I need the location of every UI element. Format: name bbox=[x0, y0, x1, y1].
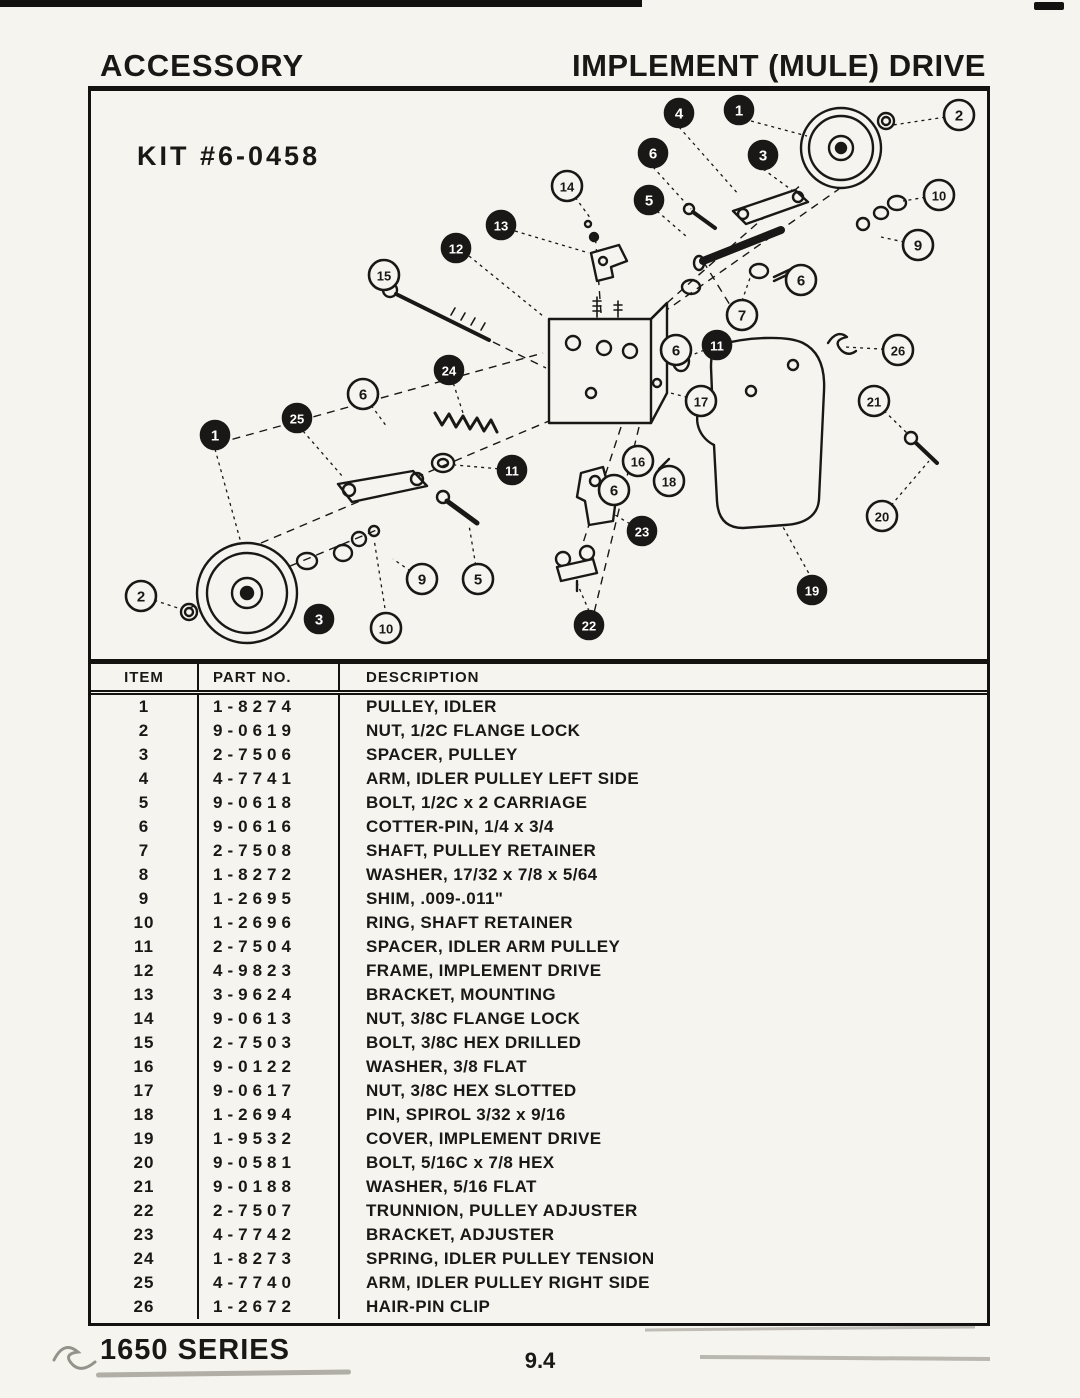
part-description: SPACER, IDLER ARM PULLEY bbox=[366, 937, 621, 956]
item-number: 15 bbox=[91, 1031, 198, 1055]
svg-text:22: 22 bbox=[581, 618, 597, 634]
part-description: SHAFT, PULLEY RETAINER bbox=[366, 841, 597, 860]
item-number: 9 bbox=[91, 887, 198, 911]
part-description: HAIR-PIN CLIP bbox=[366, 1297, 491, 1316]
callout-12 bbox=[442, 234, 470, 262]
scan-artifact-top bbox=[0, 0, 642, 7]
callout-18 bbox=[654, 466, 684, 496]
part-number: 2-7508 bbox=[198, 839, 339, 863]
item-number: 17 bbox=[91, 1079, 198, 1103]
item-number: 4 bbox=[91, 767, 198, 791]
part-description: BRACKET, MOUNTING bbox=[366, 985, 557, 1004]
callout-6 bbox=[786, 265, 816, 295]
svg-text:2: 2 bbox=[954, 107, 964, 125]
svg-text:10: 10 bbox=[378, 621, 394, 637]
svg-text:6: 6 bbox=[796, 272, 806, 290]
svg-text:10: 10 bbox=[931, 188, 947, 204]
table-row bbox=[91, 1175, 987, 1199]
hair-pin-clip bbox=[828, 334, 856, 354]
callout-4 bbox=[665, 99, 693, 127]
washer-shim-stack-right bbox=[857, 196, 906, 230]
item-number: 16 bbox=[91, 1055, 198, 1079]
trunnion-pulley-adjuster bbox=[556, 546, 597, 591]
table-row bbox=[91, 911, 987, 935]
part-description: NUT, 3/8C FLANGE LOCK bbox=[366, 1009, 581, 1028]
item-number: 3 bbox=[91, 743, 198, 767]
svg-text:4: 4 bbox=[674, 105, 684, 123]
callout-22 bbox=[575, 611, 603, 639]
part-number: 1-2694 bbox=[198, 1103, 339, 1127]
pulley-idler-bottom bbox=[197, 543, 297, 643]
kit-number: KIT #6-0458 bbox=[137, 141, 321, 171]
callout-1 bbox=[725, 96, 753, 124]
callout-2 bbox=[126, 581, 156, 611]
part-number: 4-7741 bbox=[198, 767, 339, 791]
part-number: 1-2695 bbox=[198, 887, 339, 911]
svg-text:5: 5 bbox=[473, 571, 483, 589]
svg-text:20: 20 bbox=[874, 509, 890, 525]
svg-text:19: 19 bbox=[804, 583, 820, 599]
svg-text:14: 14 bbox=[559, 179, 575, 195]
svg-text:16: 16 bbox=[630, 454, 646, 470]
callout-2 bbox=[944, 100, 974, 130]
scan-artifact-corner bbox=[1034, 2, 1064, 10]
svg-text:15: 15 bbox=[376, 268, 392, 284]
part-number: 4-7740 bbox=[198, 1271, 339, 1295]
svg-text:13: 13 bbox=[493, 218, 509, 234]
exploded-diagram bbox=[91, 91, 987, 657]
part-number: 2-7504 bbox=[198, 935, 339, 959]
bracket-mounting bbox=[585, 221, 627, 281]
part-description: BOLT, 1/2C x 2 CARRIAGE bbox=[366, 793, 588, 812]
table-row bbox=[91, 1127, 987, 1151]
section-title: ACCESSORY bbox=[100, 48, 305, 83]
svg-text:23: 23 bbox=[634, 524, 650, 540]
flange-nut-bottom bbox=[181, 604, 197, 620]
svg-text:6: 6 bbox=[671, 342, 681, 360]
item-number: 14 bbox=[91, 1007, 198, 1031]
parts-table bbox=[91, 659, 987, 1319]
callout-16 bbox=[623, 446, 653, 476]
table-row bbox=[91, 1079, 987, 1103]
svg-text:5: 5 bbox=[644, 192, 654, 210]
pulley-idler-top bbox=[801, 108, 881, 188]
item-number: 13 bbox=[91, 983, 198, 1007]
part-number: 1-2672 bbox=[198, 1295, 339, 1319]
part-number: 9-0581 bbox=[198, 1151, 339, 1175]
arm-idler-left bbox=[733, 190, 808, 224]
table-row bbox=[91, 1295, 987, 1319]
table-row bbox=[91, 1271, 987, 1295]
part-number: 9-0617 bbox=[198, 1079, 339, 1103]
callout-9 bbox=[903, 230, 933, 260]
item-number: 25 bbox=[91, 1271, 198, 1295]
item-number: 2 bbox=[91, 719, 198, 743]
part-number: 4-7742 bbox=[198, 1223, 339, 1247]
callout-1 bbox=[201, 421, 229, 449]
part-description: WASHER, 5/16 FLAT bbox=[366, 1177, 537, 1196]
hex-bolt-drilled bbox=[383, 283, 489, 340]
spacer-idler-arm bbox=[432, 454, 454, 472]
table-row bbox=[91, 719, 987, 743]
spacer-washer-stack-bottom bbox=[297, 526, 379, 569]
item-number: 19 bbox=[91, 1127, 198, 1151]
callout-20 bbox=[867, 501, 897, 531]
table-row bbox=[91, 935, 987, 959]
callout-13 bbox=[487, 211, 515, 239]
callout-9 bbox=[407, 564, 437, 594]
callout-21 bbox=[859, 386, 889, 416]
part-description: COTTER-PIN, 1/4 x 3/4 bbox=[366, 817, 554, 836]
callout-26 bbox=[883, 335, 913, 365]
item-number: 12 bbox=[91, 959, 198, 983]
svg-text:3: 3 bbox=[314, 611, 324, 629]
part-description: COVER, IMPLEMENT DRIVE bbox=[366, 1129, 602, 1148]
flange-nut-top bbox=[878, 113, 894, 129]
table-row bbox=[91, 1103, 987, 1127]
svg-text:2: 2 bbox=[136, 588, 146, 606]
callout-10 bbox=[371, 613, 401, 643]
part-description: PULLEY, IDLER bbox=[366, 697, 497, 716]
part-number: 2-7503 bbox=[198, 1031, 339, 1055]
callout-11 bbox=[498, 456, 526, 484]
part-description: SPACER, PULLEY bbox=[366, 745, 518, 764]
callout-6 bbox=[599, 475, 629, 505]
part-description: WASHER, 3/8 FLAT bbox=[366, 1057, 527, 1076]
hex-bolt-cover bbox=[905, 432, 937, 463]
table-row bbox=[91, 959, 987, 983]
callout-10 bbox=[924, 180, 954, 210]
callout-3 bbox=[749, 141, 777, 169]
part-number: 1-2696 bbox=[198, 911, 339, 935]
table-row bbox=[91, 1151, 987, 1175]
table-row bbox=[91, 1247, 987, 1271]
table-row bbox=[91, 767, 987, 791]
callout-7 bbox=[727, 300, 757, 330]
part-description: BOLT, 5/16C x 7/8 HEX bbox=[366, 1153, 555, 1172]
table-header-row bbox=[91, 662, 987, 693]
page-header bbox=[100, 48, 986, 84]
part-number: 1-9532 bbox=[198, 1127, 339, 1151]
page-number: 9.4 bbox=[524, 1348, 556, 1373]
cover-implement-drive bbox=[697, 338, 824, 528]
column-header-item: ITEM bbox=[91, 662, 198, 693]
part-number: 9-0188 bbox=[198, 1175, 339, 1199]
table-row bbox=[91, 815, 987, 839]
item-number: 24 bbox=[91, 1247, 198, 1271]
svg-text:1: 1 bbox=[210, 427, 220, 445]
item-number: 23 bbox=[91, 1223, 198, 1247]
callout-6 bbox=[348, 379, 378, 409]
svg-text:17: 17 bbox=[693, 394, 709, 410]
carriage-bolt-lower bbox=[437, 491, 477, 523]
pen-mark bbox=[48, 1330, 98, 1370]
callout-14 bbox=[552, 171, 582, 201]
part-description: BOLT, 3/8C HEX DRILLED bbox=[366, 1033, 582, 1052]
part-number: 1-8273 bbox=[198, 1247, 339, 1271]
carriage-bolt-top bbox=[684, 204, 715, 228]
svg-text:25: 25 bbox=[289, 411, 305, 427]
svg-text:6: 6 bbox=[358, 386, 368, 404]
part-number: 9-0616 bbox=[198, 815, 339, 839]
part-description: ARM, IDLER PULLEY RIGHT SIDE bbox=[366, 1273, 650, 1292]
content-frame bbox=[88, 91, 990, 1326]
svg-text:21: 21 bbox=[866, 394, 882, 410]
part-description: SHIM, .009-.011" bbox=[366, 889, 504, 908]
shaft-pulley-retainer bbox=[682, 230, 781, 294]
callout-19 bbox=[798, 576, 826, 604]
table-row bbox=[91, 1031, 987, 1055]
series-label: 1650 SERIES bbox=[100, 1334, 290, 1366]
table-row bbox=[91, 887, 987, 911]
part-number: 4-9823 bbox=[198, 959, 339, 983]
table-row bbox=[91, 791, 987, 815]
spring-idler-tension bbox=[435, 413, 497, 432]
table-row bbox=[91, 863, 987, 887]
column-header-description: DESCRIPTION bbox=[339, 662, 987, 693]
item-number: 22 bbox=[91, 1199, 198, 1223]
part-description: WASHER, 17/32 x 7/8 x 5/64 bbox=[366, 865, 598, 884]
callout-6 bbox=[661, 335, 691, 365]
table-row bbox=[91, 693, 987, 720]
part-number: 9-0619 bbox=[198, 719, 339, 743]
svg-text:12: 12 bbox=[448, 241, 464, 257]
table-row bbox=[91, 839, 987, 863]
item-number: 26 bbox=[91, 1295, 198, 1319]
svg-text:11: 11 bbox=[710, 338, 724, 354]
part-number: 2-7506 bbox=[198, 743, 339, 767]
callout-11 bbox=[703, 331, 731, 359]
arm-idler-right bbox=[338, 471, 427, 502]
callout-25 bbox=[283, 404, 311, 432]
table-row bbox=[91, 1007, 987, 1031]
callout-5 bbox=[463, 564, 493, 594]
callout-24 bbox=[435, 356, 463, 384]
svg-text:3: 3 bbox=[758, 147, 768, 165]
svg-text:9: 9 bbox=[913, 237, 923, 255]
part-description: FRAME, IMPLEMENT DRIVE bbox=[366, 961, 602, 980]
parts-table-body bbox=[91, 693, 987, 1320]
svg-text:26: 26 bbox=[890, 343, 906, 359]
item-number: 18 bbox=[91, 1103, 198, 1127]
part-description: NUT, 1/2C FLANGE LOCK bbox=[366, 721, 581, 740]
svg-text:11: 11 bbox=[505, 463, 519, 479]
item-number: 10 bbox=[91, 911, 198, 935]
part-description: BRACKET, ADJUSTER bbox=[366, 1225, 555, 1244]
page-title: IMPLEMENT (MULE) DRIVE bbox=[572, 48, 986, 83]
svg-text:6: 6 bbox=[648, 145, 658, 163]
callout-15 bbox=[369, 260, 399, 290]
table-row bbox=[91, 1199, 987, 1223]
svg-text:24: 24 bbox=[441, 363, 457, 379]
part-description: NUT, 3/8C HEX SLOTTED bbox=[366, 1081, 577, 1100]
part-description: PIN, SPIROL 3/32 x 9/16 bbox=[366, 1105, 566, 1124]
item-number: 21 bbox=[91, 1175, 198, 1199]
part-description: RING, SHAFT RETAINER bbox=[366, 913, 573, 932]
item-number: 6 bbox=[91, 815, 198, 839]
part-description: SPRING, IDLER PULLEY TENSION bbox=[366, 1249, 655, 1268]
part-description: TRUNNION, PULLEY ADJUSTER bbox=[366, 1201, 638, 1220]
item-number: 8 bbox=[91, 863, 198, 887]
item-number: 20 bbox=[91, 1151, 198, 1175]
table-row bbox=[91, 1055, 987, 1079]
table-row bbox=[91, 1223, 987, 1247]
part-number: 1-8272 bbox=[198, 863, 339, 887]
part-number: 9-0618 bbox=[198, 791, 339, 815]
callout-6 bbox=[639, 139, 667, 167]
svg-text:18: 18 bbox=[661, 474, 677, 490]
part-number: 1-8274 bbox=[198, 693, 339, 720]
callout-3 bbox=[305, 605, 333, 633]
svg-text:7: 7 bbox=[737, 307, 747, 325]
callout-5 bbox=[635, 186, 663, 214]
part-number: 9-0613 bbox=[198, 1007, 339, 1031]
part-number: 2-7507 bbox=[198, 1199, 339, 1223]
svg-text:1: 1 bbox=[734, 102, 744, 120]
part-description: ARM, IDLER PULLEY LEFT SIDE bbox=[366, 769, 640, 788]
table-row bbox=[91, 743, 987, 767]
part-number: 9-0122 bbox=[198, 1055, 339, 1079]
item-number: 7 bbox=[91, 839, 198, 863]
column-header-part-no: PART NO. bbox=[198, 662, 339, 693]
scan-smudge-right-1 bbox=[645, 1326, 975, 1332]
table-row bbox=[91, 983, 987, 1007]
item-number: 11 bbox=[91, 935, 198, 959]
callout-23 bbox=[628, 517, 656, 545]
frame-implement-drive bbox=[549, 297, 667, 423]
item-number: 5 bbox=[91, 791, 198, 815]
svg-text:6: 6 bbox=[609, 482, 619, 500]
svg-text:9: 9 bbox=[417, 571, 427, 589]
callout-17 bbox=[686, 386, 716, 416]
item-number: 1 bbox=[91, 693, 198, 720]
part-number: 3-9624 bbox=[198, 983, 339, 1007]
